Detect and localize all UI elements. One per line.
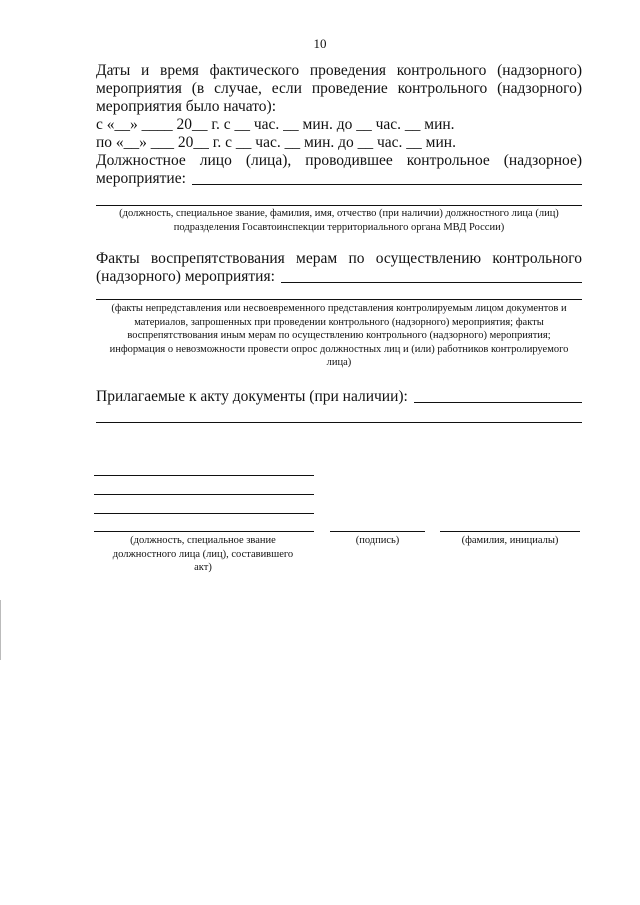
dates-to-line: по «__» ___ 20__ г. с __ час. __ мин. до __ час. __ мин. <box>96 134 456 151</box>
dates-from-line: с «__» ____ 20__ г. с __ час. __ мин. до __ час. __ мин. <box>96 116 455 133</box>
obstruction-blank-line <box>96 299 582 300</box>
obstruction-text-line-1: Факты воспрепятствования мерам по осуществлению контрольного <box>96 250 582 267</box>
attachments-blank-line <box>96 422 582 423</box>
obstruction-fill-line <box>281 282 582 283</box>
attachments-line <box>96 388 582 406</box>
official-caption: (должность, специальное звание, фамилия, имя, отчество (при наличии) должностного лица (лиц) подразделения Госавтоинспекции территориального органа МВД России) <box>119 208 559 233</box>
position-line-4 <box>94 531 314 532</box>
obstruction-text-line-2 <box>96 268 582 286</box>
attachments-label: Прилагаемые к акту документы (при наличии): <box>96 388 408 405</box>
dates-section <box>96 62 582 188</box>
obstruction-section <box>96 250 582 286</box>
scan-edge-mark <box>0 600 1 660</box>
obstruction-label: (надзорного) мероприятия: <box>96 268 275 285</box>
dates-text-line-2: мероприятия (в случае, если проведение контрольного (надзорного) <box>96 80 582 97</box>
position-caption: (должность, специальное звание должностного лица (лиц), составившего акт) <box>112 535 294 573</box>
position-line-2 <box>94 494 314 495</box>
name-caption: (фамилия, инициалы) <box>461 535 559 546</box>
obstruction-caption-block <box>100 302 578 370</box>
signature-line <box>330 531 425 532</box>
obstruction-caption: (факты непредставления или несвоевременного представления контролируемым лицом документов и материалов, запрошенных при проведении контрольного (надзорного) мероприятия; факты воспрепятствования иным мерам по осуществлению контрольного (надзорного) мероприятия; информация о невозможности провести опрос должностных лиц и (или) работников контролируемого лица) <box>109 303 569 368</box>
official-text-line-2 <box>96 170 582 188</box>
official-fill-line <box>192 184 582 185</box>
official-text-line-1: Должностное лицо (лица), проводившее контрольное (надзорное) <box>96 152 582 169</box>
attachments-section <box>96 388 582 406</box>
name-line <box>440 531 580 532</box>
signature-caption: (подпись) <box>355 535 400 546</box>
official-blank-line <box>96 205 582 206</box>
position-line-3 <box>94 513 314 514</box>
dates-text-line-3: мероприятия было начато): <box>96 98 277 115</box>
dates-text-line-1: Даты и время фактического проведения контрольного (надзорного) <box>96 62 582 79</box>
page-number: 10 <box>313 36 327 51</box>
official-label: мероприятие: <box>96 170 186 187</box>
position-line-1 <box>94 475 314 476</box>
attachments-fill-line <box>414 402 582 403</box>
official-caption-block <box>96 207 582 234</box>
